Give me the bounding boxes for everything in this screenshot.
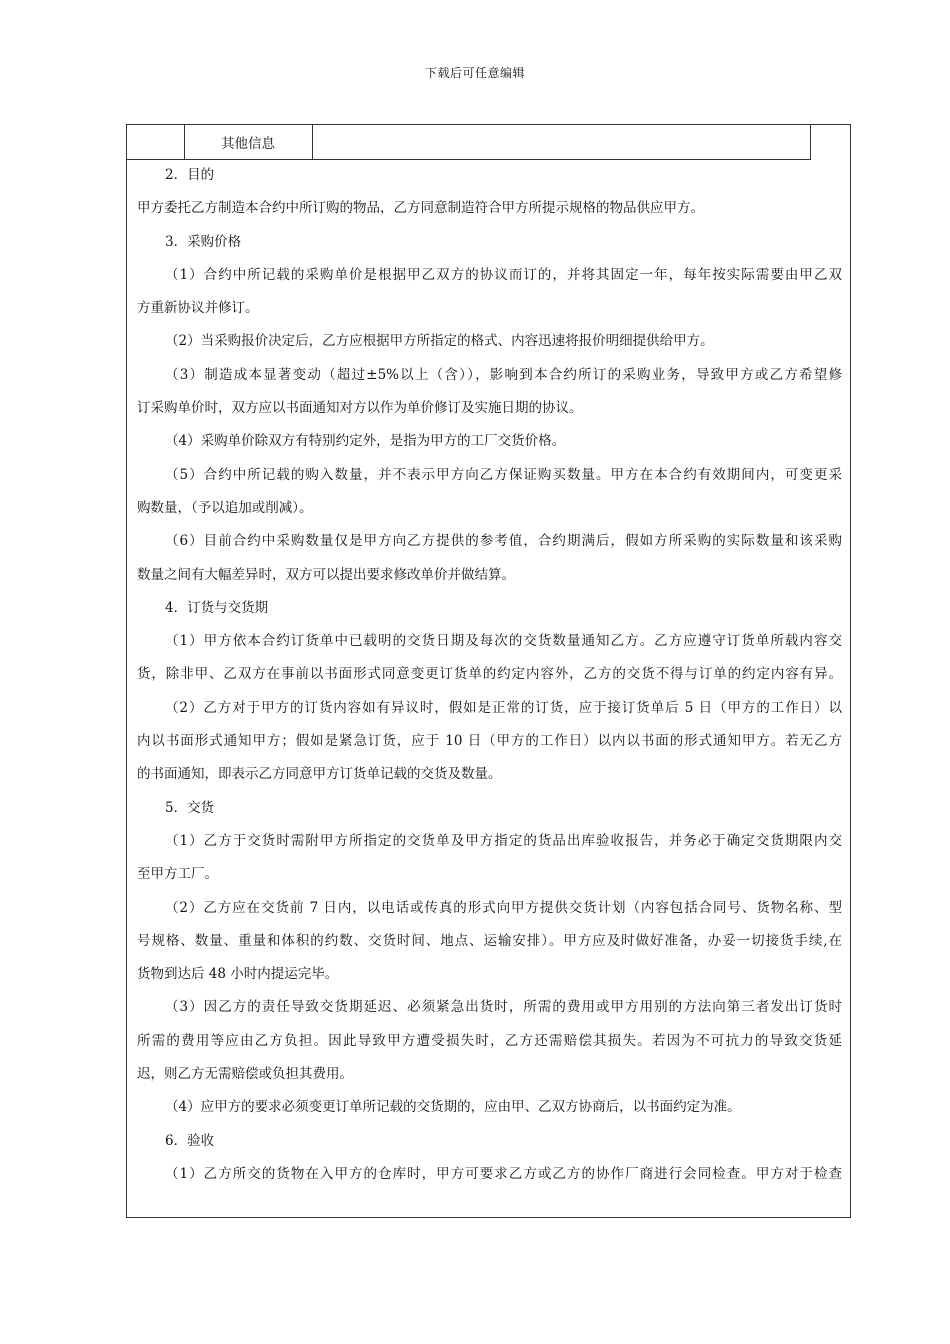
text-line: （2）乙方对于甲方的订货内容如有异议时，假如是正常的订货，应于接订货单后 5 日（甲方的工作日）以 — [165, 699, 842, 716]
text-line: （4）应甲方的要求必须变更订单所记载的交货期的，应由甲、乙双方协商后，以书面约定为准。 — [165, 1099, 741, 1116]
text-line: （3）制造成本显著变动（超过±5%以上（含）），影响到本合约所订的采购业务，导致甲方或乙方希望修 — [165, 366, 842, 383]
text-line: 货物到达后 48 小时内提运完毕。 — [137, 966, 339, 983]
info-row — [127, 125, 811, 159]
text-line: （5）合约中所记载的购入数量，并不表示甲方向乙方保证购买数量。甲方在本合约有效期间内，可变更采 — [165, 466, 842, 483]
text-line: （6）目前合约中采购数量仅是甲方向乙方提供的参考值，合约期满后，假如方所采购的实际数量和该采购 — [165, 533, 842, 550]
info-label: 其他信息 — [184, 125, 312, 159]
text-line: 号规格、数量、重量和体积的约数、交货时间、地点、运输安排）。甲方应及时做好准备，办妥一切接货手续,在 — [137, 932, 842, 949]
info-blank-cell — [127, 125, 184, 159]
contract-body — [137, 159, 842, 1191]
text-line: （2）当采购报价决定后，乙方应根据甲方所指定的格式、内容迅速将报价明细提供给甲方。 — [165, 333, 714, 350]
text-line: 甲方委托乙方制造本合约中所订购的物品，乙方同意制造符合甲方所提示规格的物品供应甲方。 — [137, 200, 704, 217]
contract-frame — [126, 124, 851, 1218]
info-table — [127, 125, 811, 160]
text-line: 4．订货与交货期 — [165, 599, 269, 616]
text-line: （1）合约中所记载的采购单价是根据甲乙双方的协议而订的，并将其固定一年，每年按实际需要由甲乙双 — [165, 266, 842, 283]
text-line: 至甲方工厂。 — [137, 866, 218, 883]
header-note: 下载后可任意编辑 — [424, 66, 525, 80]
text-line: 3．采购价格 — [165, 233, 242, 250]
text-line: 购数量，（予以追加或削减）。 — [137, 499, 313, 516]
text-line: 5．交货 — [165, 799, 215, 816]
text-line: 2．目的 — [165, 167, 215, 183]
text-line: 迟，则乙方无需赔偿或负担其费用。 — [137, 1066, 353, 1083]
text-line: 方重新协议并修订。 — [137, 300, 259, 317]
text-line: （4）采购单价除双方有特别约定外，是指为甲方的工厂交货价格。 — [165, 433, 566, 450]
text-line: （1）乙方所交的货物在入甲方的仓库时，甲方可要求乙方或乙方的协作厂商进行会同检查。甲方对于检查 — [165, 1165, 842, 1182]
text-line: （3）因乙方的责任导致交货期延迟、必须紧急出货时，所需的费用或甲方用别的方法向第三者发出订货时 — [165, 999, 842, 1016]
text-line: （2）乙方应在交货前 7 日内，以电话或传真的形式向甲方提供交货计划（内容包括合同号、货物名称、型 — [165, 899, 842, 916]
text-line: 货，除非甲、乙双方在事前以书面形式同意变更订货单的约定内容外，乙方的交货不得与订单的约定内容有异。 — [137, 666, 842, 683]
info-value — [312, 125, 811, 159]
text-line: 内以书面形式通知甲方；假如是紧急订货，应于 10 日（甲方的工作日）以内以书面的形式通知甲方。若无乙方 — [137, 733, 842, 750]
text-line: 所需的费用等应由乙方负担。因此导致甲方遭受损失时，乙方还需赔偿其损失。若因为不可抗力的导致交货延 — [137, 1032, 842, 1049]
text-line: 的书面通知，即表示乙方同意甲方订货单记载的交货及数量。 — [137, 766, 502, 783]
text-line: （1）乙方于交货时需附甲方所指定的交货单及甲方指定的货品出库验收报告，并务必于确定交货期限内交 — [165, 832, 842, 849]
text-line: 订采购单价时，双方应以书面通知对方以作为单价修订及实施日期的协议。 — [137, 400, 583, 417]
text-line: 6．验收 — [165, 1132, 215, 1149]
text-line: （1）甲方依本合约订货单中已载明的交货日期及每次的交货数量通知乙方。乙方应遵守订货单所载内容交 — [165, 633, 842, 650]
text-line: 数量之间有大幅差异时，双方可以提出要求修改单价并做结算。 — [137, 566, 515, 583]
